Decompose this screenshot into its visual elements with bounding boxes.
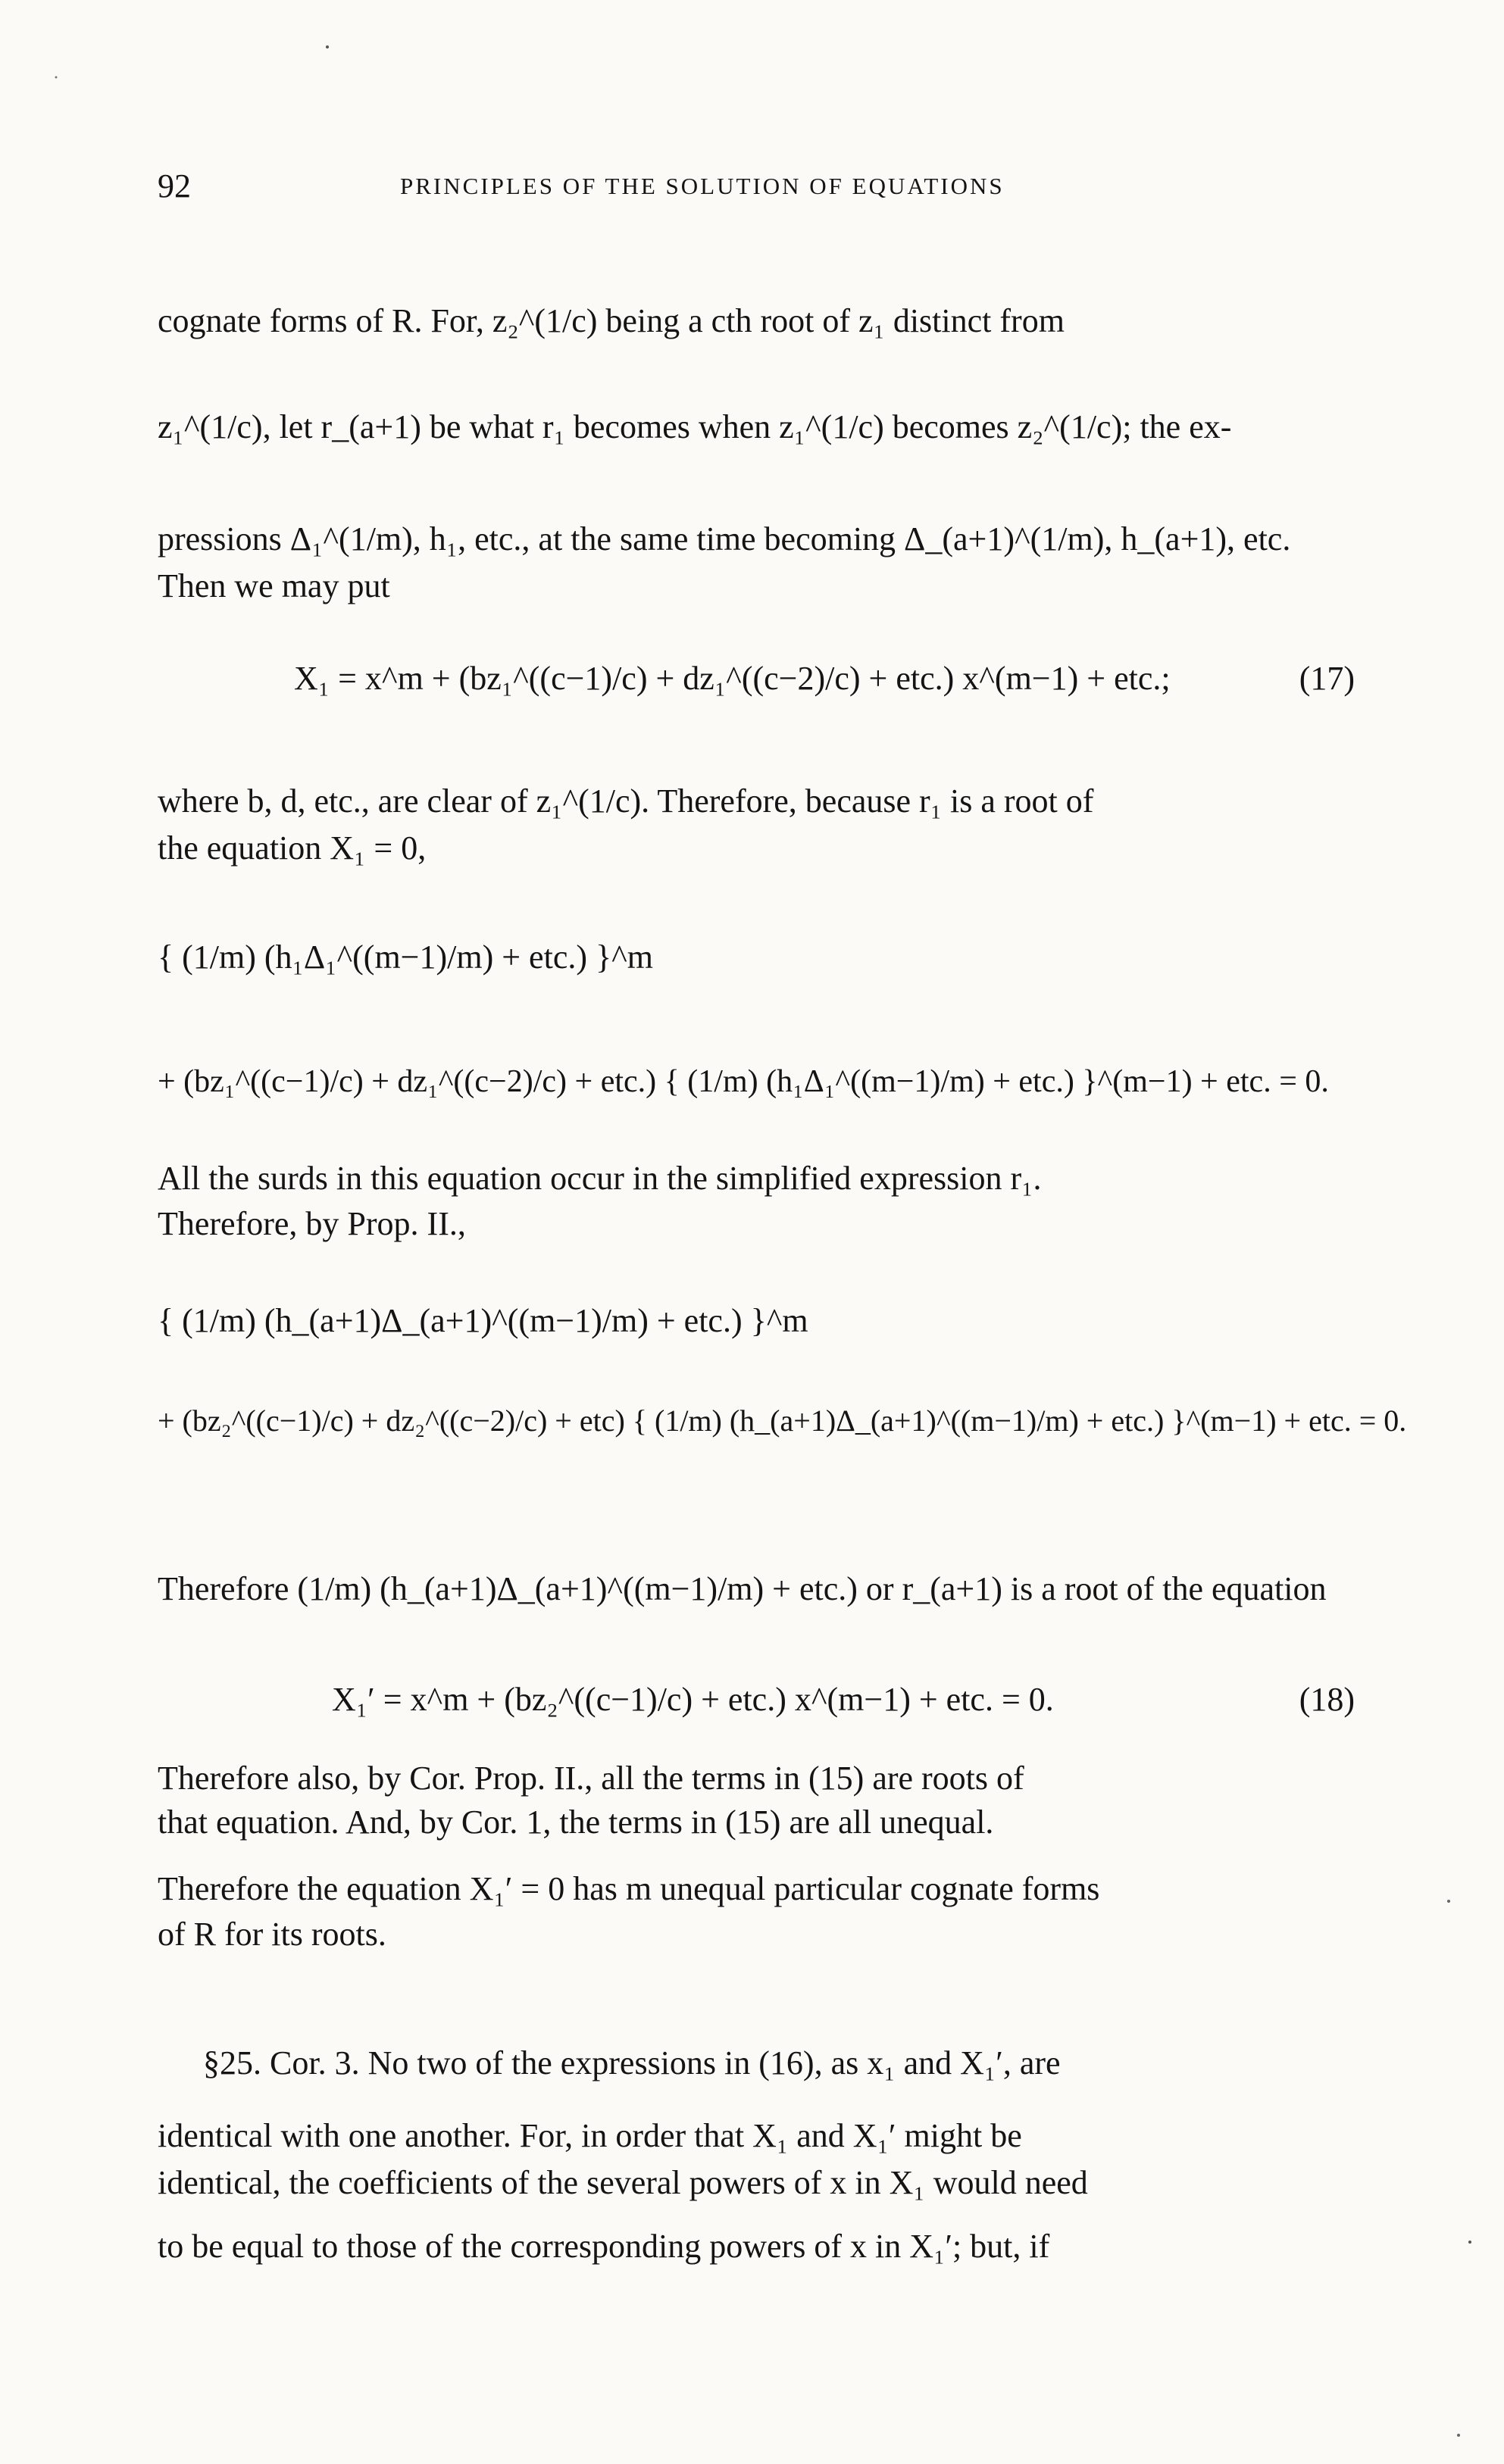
- page-number: 92: [158, 167, 191, 205]
- para1-line3: pressions Δ₁^(1/m), h₁, etc., at the same time becoming Δ_(a+1)^(1/m), h_(a+1), etc.: [158, 520, 1291, 557]
- equation-a-line1: { (1/m) (h₁Δ₁^((m−1)/m) + etc.) }^m: [158, 938, 653, 976]
- para2-line1: where b, d, etc., are clear of z₁^(1/c). Therefore, because r₁ is a root of: [158, 782, 1094, 820]
- equation-b-line1: { (1/m) (h_(a+1)Δ_(a+1)^((m−1)/m) + etc.) }^m: [158, 1302, 808, 1339]
- equation-17-body: X₁ = x^m + (bz₁^((c−1)/c) + dz₁^((c−2)/c) + etc.) x^(m−1) + etc.;: [294, 660, 1171, 697]
- para4-line1: Therefore (1/m) (h_(a+1)Δ_(a+1)^((m−1)/m) + etc.) or r_(a+1) is a root of the equation: [158, 1570, 1327, 1607]
- para5-line3: Therefore the equation X₁′ = 0 has m unequal particular cognate forms: [158, 1870, 1100, 1907]
- speck: [326, 45, 329, 48]
- para2-line2: the equation X₁ = 0,: [158, 829, 427, 867]
- para3-line2: Therefore, by Prop. II.,: [158, 1205, 466, 1242]
- para3-line1: All the surds in this equation occur in the simplified expression r₁.: [158, 1160, 1042, 1197]
- para6-line3: identical, the coefficients of the several powers of x in X₁ would need: [158, 2164, 1088, 2201]
- para6-line4: to be equal to those of the corresponding powers of x in X₁′; but, if: [158, 2228, 1050, 2265]
- equation-a-line2: + (bz₁^((c−1)/c) + dz₁^((c−2)/c) + etc.) { (1/m) (h₁Δ₁^((m−1)/m) + etc.) }^(m−1) + etc. = 0.: [158, 1064, 1329, 1099]
- equation-18-body: X₁′ = x^m + (bz₂^((c−1)/c) + etc.) x^(m−1) + etc. = 0.: [332, 1681, 1054, 1718]
- speck: [1468, 2241, 1471, 2244]
- para1-line2: z₁^(1/c), let r_(a+1) be what r₁ becomes when z₁^(1/c) becomes z₂^(1/c); the ex-: [158, 408, 1232, 445]
- para5-line1: Therefore also, by Cor. Prop. II., all the terms in (15) are roots of: [158, 1760, 1024, 1797]
- speck: [55, 77, 58, 79]
- running-head: PRINCIPLES OF THE SOLUTION OF EQUATIONS: [400, 173, 1005, 199]
- para1-line1: cognate forms of R. For, z₂^(1/c) being a cth root of z₁ distinct from: [158, 302, 1065, 339]
- para6-line2: identical with one another. For, in order that X₁ and X₁′ might be: [158, 2117, 1022, 2154]
- speck: [1457, 2434, 1460, 2437]
- para6-line1: §25. Cor. 3. No two of the expressions in (16), as x₁ and X₁′, are: [203, 2044, 1061, 2081]
- equation-18-number: (18): [1299, 1681, 1355, 1718]
- speck: [1447, 1900, 1450, 1903]
- para5-line4: of R for its roots.: [158, 1916, 386, 1953]
- equation-17-number: (17): [1299, 660, 1355, 697]
- para1-line4: Then we may put: [158, 567, 390, 604]
- equation-b-line2: + (bz₂^((c−1)/c) + dz₂^((c−2)/c) + etc) { (1/m) (h_(a+1)Δ_(a+1)^((m−1)/m) + etc.) }^(m−1) + etc. = 0.: [158, 1404, 1407, 1438]
- para5-line2: that equation. And, by Cor. 1, the terms in (15) are all unequal.: [158, 1803, 994, 1841]
